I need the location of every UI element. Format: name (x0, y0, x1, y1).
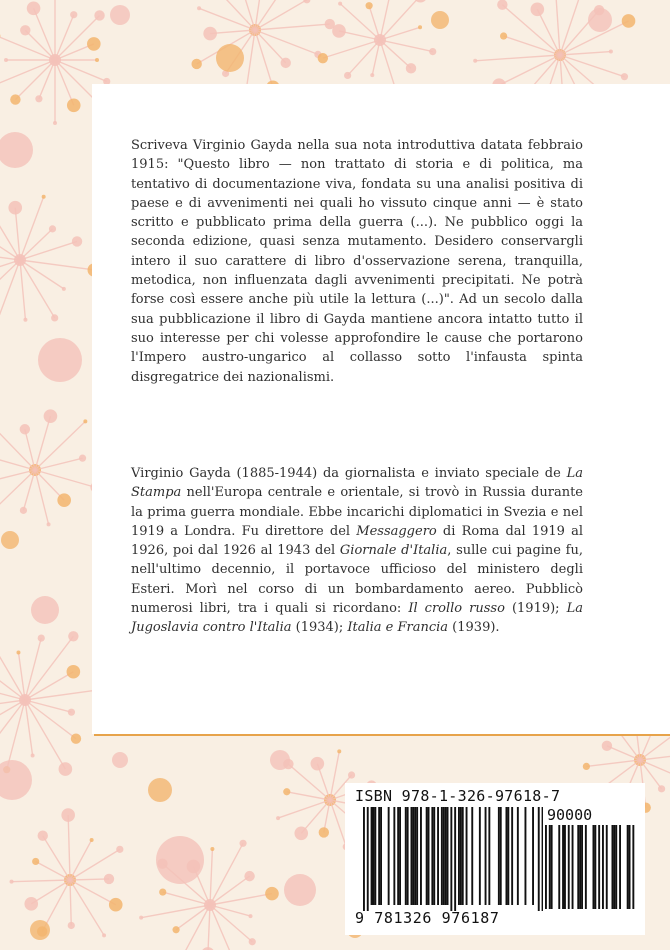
barcode-bar (538, 807, 540, 911)
barcode-bar (437, 807, 439, 905)
bio-title-giornale: Giornale d'Italia (339, 543, 448, 559)
bio-text: di Roma dal 1919 al 1926, poi dal 1926 al 1943 del (131, 523, 584, 559)
barcode-bar (441, 807, 443, 905)
barcode-bar (414, 807, 416, 905)
barcode-bar (378, 807, 380, 905)
ean-digits: 9 781326 976187 (355, 909, 500, 927)
barcode-bar (393, 807, 395, 905)
barcode-bar (363, 807, 365, 911)
author-bio (131, 464, 583, 638)
isbn-label: ISBN 978-1-326-97618-7 (355, 787, 561, 805)
barcode-bar (498, 807, 500, 905)
barcode-bar (562, 825, 564, 909)
bio-text: Virginio Gayda (1885-1944) da giornalista e inviato speciale de (131, 466, 567, 481)
barcode-bar (551, 825, 553, 909)
barcode-bar (558, 825, 560, 909)
barcode-bar (373, 807, 375, 905)
book-blurb: Scriveva Virginio Gayda nella sua nota introduttiva datata febbraio 1915: "Questo libro — non trattato di storia e di politica, ma tentativo di documentazione viva, fondata su una analisi positiva di paese e di avvenimenti nei quali ho vissuto cinque anni — è stato scritto e pubblicato prima della guerra (...). Ne pubblico oggi la seconda edizione, quasi senza mutamento. Desidero conservargli intero il suo carattere di libro d'osservazione serena, tranquilla, metodica, non influenzata dagli avvenimenti precipitati. Ne potrà forse così essere anche più utile la lettura (...)". Ad un secolo dalla sua pubblicazione il libro di Gayda mantiene ancora intatto tutto il suo interesse per chi volesse approfondire le cause che portarono l'Impero austro-ungarico al collasso sotto l'infausta spinta disgregatrice dei nazionalismi. (131, 138, 583, 385)
barcode-bar (445, 807, 447, 905)
barcode-bar (500, 807, 502, 905)
barcode-bar (447, 807, 449, 905)
barcode-bar (488, 807, 490, 905)
price-code: 90000 (547, 806, 593, 824)
barcode-bar (462, 807, 464, 905)
barcode-bar (627, 825, 629, 909)
barcode-bar (579, 825, 581, 909)
barcode-bar (581, 825, 583, 909)
barcode-bar (380, 807, 382, 905)
barcode-bar (471, 807, 473, 905)
barcode-bar (416, 807, 418, 905)
isbn-barcode (345, 783, 645, 935)
bio-title-jugoslavia: La Jugoslavia contro l'Italia (131, 601, 583, 636)
barcode-bar (532, 807, 534, 905)
barcode-bar (371, 807, 373, 905)
barcode-bar (593, 825, 595, 909)
barcode-bar (542, 807, 543, 911)
barcode-bar (564, 825, 566, 909)
barcode-bar (602, 825, 604, 909)
barcode-bar (458, 807, 460, 905)
barcode-bar (613, 825, 615, 909)
barcode-bar (367, 807, 369, 911)
barcode-bar (545, 825, 547, 909)
bio-text: , sulle cui pagine fu, nell'ultimo decennio, il portavoce ufficioso del ministero degli Esteri. Morì nel corso di un bombardamento aereo. Pubblicò numerosi libri, tra i quali si ricordano: (131, 543, 584, 617)
barcode-bar (615, 825, 617, 909)
barcode-bar (517, 807, 519, 905)
bio-text: nell'Europa centrale e orientale, si trovò in Russia durante la prima guerra mondiale. Ebbe incarichi diplomatici in Svezia e nel 1919 a Londra. Fu direttore del (131, 485, 583, 539)
barcode-bar (466, 807, 468, 905)
ean13-bars (363, 807, 543, 911)
barcode-bar (506, 807, 508, 905)
barcode-bar (525, 807, 527, 905)
bio-text: (1939). (448, 620, 500, 636)
barcode-bar (412, 807, 414, 905)
bio-text: (1919); (504, 601, 567, 617)
barcode-bar (399, 807, 401, 905)
bio-title-messaggero: Messaggero (356, 523, 437, 539)
price-addon-bars (545, 825, 637, 909)
barcode-bar (443, 807, 445, 905)
barcode-bar (598, 825, 600, 909)
bio-title-crollo-russo: Il crollo russo (408, 601, 505, 617)
barcode-bar (577, 825, 579, 909)
barcode-bar (460, 807, 462, 905)
barcode-bar (431, 807, 433, 905)
barcode-bar (405, 807, 407, 905)
barcode-bar (594, 825, 596, 909)
barcode-bar (606, 825, 608, 909)
barcode-bar (479, 807, 481, 905)
barcode-bar (397, 807, 399, 905)
barcode-bar (511, 807, 513, 905)
barcode-bar (629, 825, 631, 909)
barcode-bar (568, 825, 570, 909)
barcode-bar (632, 825, 634, 909)
bio-title-la-stampa: La Stampa (131, 466, 583, 501)
barcode-bar (450, 807, 452, 911)
barcode-bar (585, 825, 587, 909)
barcode-bar (612, 825, 614, 909)
barcode-bar (374, 807, 376, 905)
barcode-bar (411, 807, 413, 905)
barcode-bar (407, 807, 409, 905)
barcode-bar (549, 825, 551, 909)
bio-text: (1934); (291, 620, 348, 636)
barcode-bar (619, 825, 621, 909)
barcode-bar (507, 807, 509, 905)
barcode-bar (485, 807, 487, 905)
barcode-bar (572, 825, 574, 909)
barcode-bar (426, 807, 428, 905)
barcode-bar (454, 807, 456, 911)
barcode-bar (428, 807, 430, 905)
barcode-bar (433, 807, 435, 905)
barcode-bar (420, 807, 422, 905)
barcode-bar (388, 807, 390, 905)
bio-title-italia-francia: Italia e Francia (347, 620, 449, 636)
